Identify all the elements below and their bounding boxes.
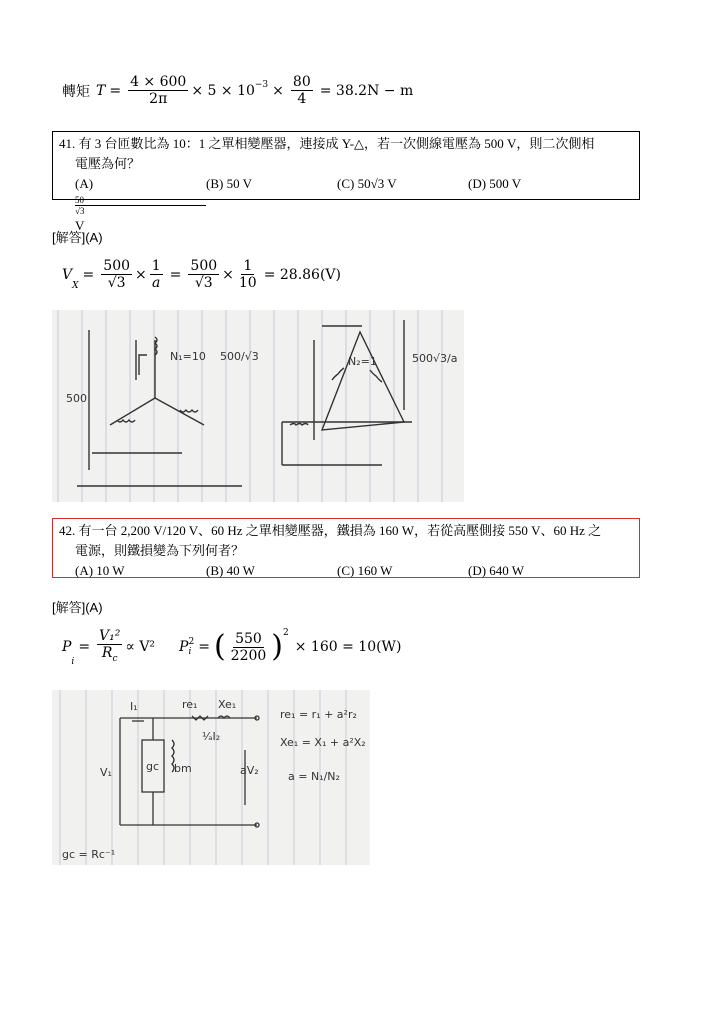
- torque-result: = 38.2N − m: [319, 82, 414, 99]
- pi-frac-2: $\frac{550}{2200}$: [230, 630, 267, 664]
- q41-line1: 41. 有 3 台匝數比為 10：1 之單相變壓器，連接成 Y-△，若一次側線電壓為 500 V，則二次側相: [59, 136, 595, 151]
- q42-options: [59, 561, 633, 581]
- diagram-1-right-turns: N₂=1: [348, 355, 377, 368]
- vx-frac-2: $\frac{1}{a}$: [151, 258, 161, 291]
- pi-proportional: ∝ V²: [125, 639, 156, 656]
- torque-equation: [62, 74, 413, 107]
- diagram-2-eq1: re₁ = r₁ + a²r₂: [280, 708, 357, 721]
- q41-line2: 電壓為何？: [75, 156, 141, 171]
- q41-option-b: (B) 50 V: [206, 176, 252, 191]
- option-a-fraction: $\frac{50}{√3}$: [75, 195, 206, 216]
- q41-options: [59, 174, 633, 236]
- diagram-2-i1: I₁: [130, 700, 138, 713]
- q42-option-b: (B) 40 W: [206, 563, 255, 578]
- diagram-1-left-fraction: 500/√3: [220, 350, 259, 363]
- question-41-box: [52, 131, 640, 233]
- diagram-2-drawing: [52, 690, 370, 865]
- diagram-2-av2: aV₂: [240, 764, 259, 777]
- diagram-2-v1: V₁: [100, 766, 112, 779]
- pi-frac-1: $\frac{\text{V₁²}}{R_c}$: [99, 628, 121, 664]
- diagram-2-bm: bm: [174, 762, 192, 775]
- diagram-2-re1: re₁: [182, 698, 198, 711]
- vx-frac-1: $\frac{500}{√3}$: [103, 258, 131, 291]
- times-sign: ×: [272, 82, 284, 99]
- q42-option-a: (A) 10 W: [75, 563, 125, 578]
- diagram-1-right-fraction: 500√3/a: [412, 352, 458, 365]
- diagram-2-eq3: a = N₁/N₂: [288, 770, 340, 783]
- question-42-box: [52, 518, 640, 578]
- q41-option-a: $(A) \frac{50}{√3}$ V: [75, 174, 206, 236]
- answer-42: [解答](A): [52, 600, 103, 615]
- diagram-2-eq4: gc = Rc⁻¹: [62, 848, 116, 861]
- q42-option-d: (D) 640 W: [468, 563, 525, 578]
- q42-line1: 42. 有一台 2,200 V/120 V、60 Hz 之單相變壓器，鐵損為 160 W，若從高壓側接 550 V、60 Hz 之: [59, 523, 602, 538]
- diagram-2-xe1: Xe₁: [218, 698, 237, 711]
- vx-result: = 28.86(V): [263, 266, 341, 283]
- vx-equation: V $_X$ = $\frac{500}{√3}$ × $\frac{1}{a}$ = $\frac{500}{√3}$ × $\frac{1}{10}$ = 28.86(V): [62, 258, 341, 291]
- answer-41: [解答](A): [52, 230, 103, 245]
- diagram-1-left-turns: N₁=10: [170, 350, 206, 363]
- vx-frac-3: $\frac{500}{√3}$: [190, 258, 218, 291]
- handwritten-diagram-2: [52, 690, 370, 865]
- fraction-2: $\frac{80}{4}$: [292, 74, 311, 107]
- pi-result: × 160 = 10(W): [294, 639, 402, 656]
- q41-option-c: (C) 50√3 V: [337, 176, 397, 191]
- handwritten-diagram-1: [52, 310, 464, 502]
- diagram-2-eq2: Xe₁ = X₁ + a²X₂: [280, 736, 366, 749]
- diagram-2-i2: ¹⁄ₐI₂: [202, 730, 221, 743]
- vx-symbol: V: [62, 266, 73, 283]
- term-times: × 5 × 10: [191, 82, 255, 99]
- diagram-2-gc: gc: [146, 760, 160, 773]
- exponent: −3: [254, 80, 269, 90]
- torque-symbol: T: [96, 82, 106, 99]
- q42-option-c: (C) 160 W: [337, 563, 393, 578]
- equals-sign: =: [109, 82, 122, 99]
- torque-label: 轉矩: [62, 83, 90, 100]
- fraction-1: $\frac{4 \times 600}{2\pi}$: [130, 74, 187, 107]
- diagram-1-drawing: [52, 310, 464, 502]
- q41-option-d: (D) 500 V: [468, 176, 522, 191]
- pi-equation: P i = $\frac{\text{V₁²}}{R_c}$ ∝ V² P 2 i = ( $\frac{550}{2200}$ ) $^2$ × 160 = 10(W): [62, 628, 402, 667]
- q42-line2: 電源，則鐵損變為下列何者？: [75, 543, 245, 558]
- vx-frac-4: $\frac{1}{10}$: [238, 258, 257, 291]
- diagram-1-left-voltage: 500: [66, 392, 87, 405]
